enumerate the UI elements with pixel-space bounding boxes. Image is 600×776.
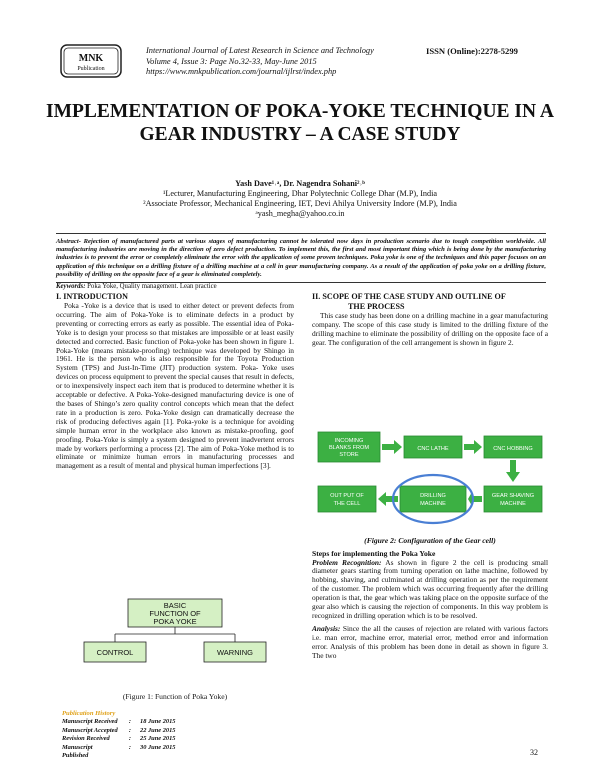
fig2-label-drilling-1: DRILLING	[420, 493, 446, 499]
left-column	[56, 292, 294, 471]
fig1-top-line1: BASIC	[163, 601, 187, 610]
fig2-box-shaving	[484, 486, 542, 512]
analysis-text: Since the all the causes of rejection are related with various factors i.e. man error, machine error, material error, method error and information error. Analysis of this problem has been done in detail as shown in figure 3. The two	[312, 623, 548, 660]
author-email: ᵃyash_megha@yahoo.co.in	[255, 209, 345, 218]
fig2-label-shaving-2: MACHINE	[500, 501, 526, 507]
problem-label: Problem Recognition:	[312, 557, 382, 567]
intro-paragraph: Poka -Yoke is a device that is used to either detect or prevent defects from occurring. The aim of Poka-Yoke is to eliminate defects in a product by preventing or correcting errors as early as possible. The essential idea of Poka-Yoke is to design your process so that mistakes are impossible or at least easily detected and corrected. Basic function of Poka-yoke has been shown in figure 1. Poka-Yoke (means mistake-proofing) technique was developed by Shingo in 1961. He is the person who is also responsible for the Toyota Production System (TPS) and Just-In-Time (JIT) production system. Poka- Yoke uses devices on process equipment to prevent the special causes that result in defects, or to inexpensively inspect each item that is produced to determine whether it is acceptable or defective. A Poka-Yoke-designed manufacturing device is one of the bases of Shingo’s zero quality control concepts which mean that the defect rate in a production is zero. Poka-Yoke design can dramatically decrease the risk of producing defectives again [1]. Poka-yoke is a technique for avoiding simple human error in the workplace also known as mistake-proofing, goof proofing. Poka-Yoke is simply a system designed to prevent inadvertent errors made by workers performing a process [2]. The aim of Poka-Yoke method is to eliminate or minimize human errors in manufacturing processes and management as a result of mental and physical human imperfections [3].	[56, 301, 294, 471]
fig2-label-output-2: THE CELL	[333, 501, 361, 507]
affiliation-1: ¹Lecturer, Manufacturing Engineering, Dhar Polytechnic College Dhar (M.P), India	[162, 189, 438, 198]
svg-text:Publication: Publication	[77, 66, 105, 72]
problem-text: As shown in figure 2 the cell is producing small diameter gears starting from turning operation on lathe machine, followed by hobbing, shaving, and culminated at drilling operation as per the requirement of the customer. The problem which was occurring frequently after the drilling operation is that, the gear which was taking place on the opposite surface of the gear also which is causing the rejection of components. In this way problem is recognized in drilling operation which is to be resolved.	[312, 557, 548, 620]
fig1-control: CONTROL	[96, 648, 134, 657]
journal-name: International Journal of Latest Research in Science and Technology	[146, 46, 374, 55]
publication-history-title: Publication History	[62, 710, 116, 717]
paper-title: IMPLEMENTATION OF POKA-YOKE TECHNIQUE IN A GEAR INDUSTRY – A CASE STUDY	[46, 101, 554, 145]
author-names: Yash Dave¹˒ᵃ, Dr. Nagendra Sohani²˒ᵇ	[235, 179, 365, 188]
figure-2-caption: (Figure 2: Configuration of the Gear cell)	[364, 536, 496, 545]
fig2-box-output	[318, 486, 376, 512]
author-block	[40, 179, 560, 219]
abstract: Abstract- Rejection of manufactured parts at various stages of manufacturing cannot be tolerated now days in production scenario due to tough competition worldwide. All manufacturing industries are moving in the direction of zero defect production. To implement this, the first and most important thing which is being done by the manufacturing industries is to prevent the error or completely eliminate the error with the application of some proven techniques. Poka yoke is one of the techniques and this paper focuses on an application of this technique on a drilling fixture of a drilling machine at a cell in gear manufacturing company. As a result of the application of poka yoke on a drilling fixture, possibility of drilling on the opposite face of a gear is eliminated completely.	[56, 233, 546, 283]
section-heading-scope-a: II. SCOPE OF THE CASE STUDY AND OUTLINE OF	[312, 292, 506, 301]
history-row: Revision Received : 25 June 2015	[62, 735, 176, 743]
issn: ISSN (Online):2278-5299	[426, 46, 518, 56]
fig2-label-incoming-3: STORE	[339, 452, 359, 458]
problem-paragraph	[312, 559, 548, 621]
journal-info	[146, 46, 416, 78]
svg-text:MNK: MNK	[78, 53, 104, 64]
history-row: Manuscript Published : 30 June 2015	[62, 743, 176, 760]
journal-url: https://www.mnkpublication.com/journal/ijlrst/index.php	[146, 67, 337, 76]
section-heading-scope	[312, 292, 548, 312]
keywords	[56, 283, 546, 290]
analysis-paragraph	[312, 625, 548, 661]
scope-paragraph: This case study has been done on a drilling machine in a gear manufacturing company. The scope of this case study is limited to the drilling fixture of the drilling machine to eliminate the possibility of drilling on the opposite face of a gear. The configuration of the cell arrangement is shown in figure 2.	[312, 311, 548, 347]
history-row: Manuscript Accepted : 22 June 2015	[62, 726, 176, 734]
section-heading-scope-b: THE PROCESS	[348, 302, 405, 311]
figure-2-diagram	[312, 422, 548, 532]
fig2-label-shaving-1: GEAR SHAVING	[491, 493, 535, 499]
affiliation-2: ²Associate Professor, Mechanical Engineering, IET, Devi Ahilya University Indore (M.P), India	[143, 199, 457, 208]
keywords-label: Keywords:	[56, 283, 86, 290]
figure-1-diagram	[80, 598, 270, 672]
figure-1-caption: (Figure 1: Function of Poka Yoke)	[122, 692, 228, 701]
steps-heading: Steps for implementing the Poka Yoke	[312, 548, 436, 558]
keywords-text: Poka Yoke, Quality management. Lean practice	[85, 283, 217, 290]
fig1-warning: WARNING	[217, 648, 253, 657]
fig2-label-lathe: CNC LATHE	[417, 446, 449, 452]
analysis-label: Analysis:	[312, 623, 341, 633]
publication-history	[62, 710, 262, 760]
fig2-label-incoming-1: INCOMING	[334, 438, 364, 444]
fig2-box-drilling	[400, 486, 466, 512]
fig2-label-incoming-2: BLANKS FROM	[328, 445, 370, 451]
publisher-logo	[60, 44, 122, 78]
journal-volume: Volume 4, Issue 3: Page No.32-33, May-June 2015	[146, 56, 317, 66]
fig1-top-line3: POKA YOKE	[153, 617, 197, 626]
fig2-label-drilling-2: MACHINE	[420, 501, 446, 507]
page-number: 32	[530, 748, 538, 757]
fig1-top-line2: FUNCTION OF	[149, 609, 201, 618]
fig2-label-output-1: OUT PUT OF	[330, 493, 364, 499]
section-heading-introduction: I. INTRODUCTION	[56, 292, 128, 301]
history-row: Manuscript Received : 18 June 2015	[62, 718, 176, 726]
fig2-label-hobbing: CNC HOBBING	[493, 446, 533, 452]
